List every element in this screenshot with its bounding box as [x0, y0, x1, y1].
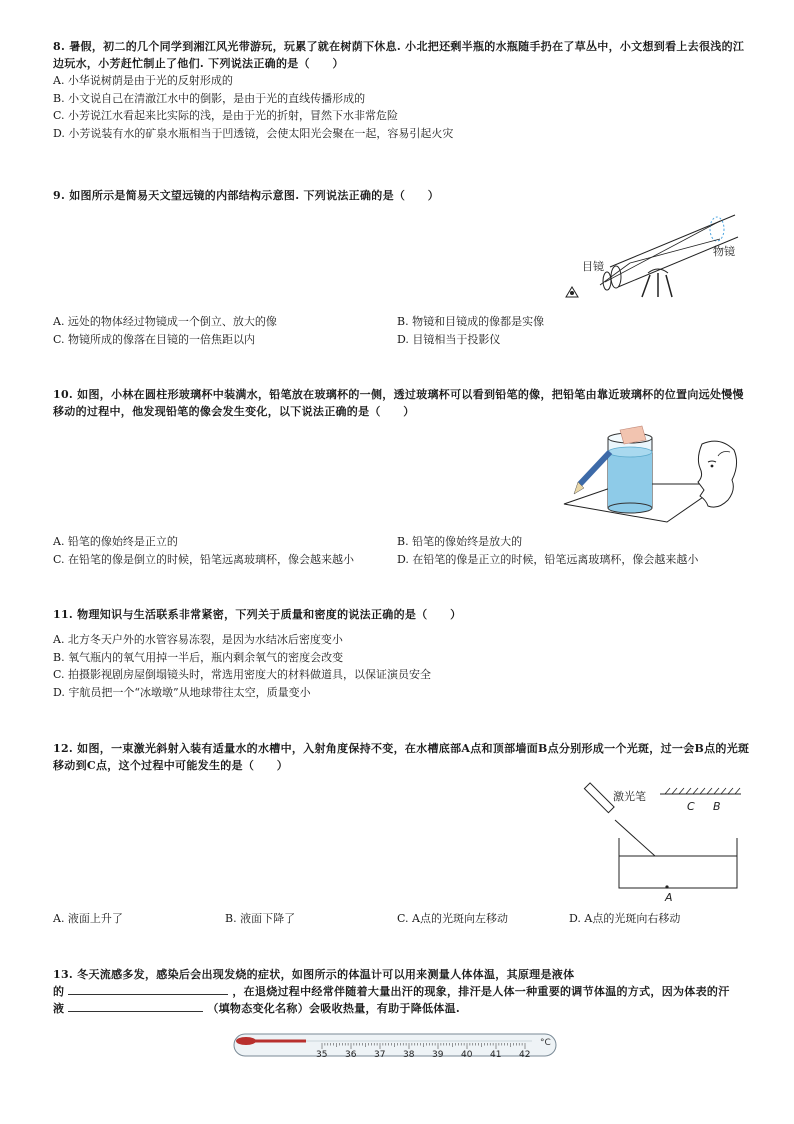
q10-option-a[interactable]: A. 铅笔的像始终是正立的 — [53, 535, 178, 548]
q8-option-d[interactable]: D. 小芳说装有水的矿泉水瓶相当于凹透镜，会使太阳光会聚在一起，容易引起火灾 — [53, 126, 454, 140]
q8-option-c[interactable]: C. 小芳说江水看起来比实际的浅，是由于光的折射，冒然下水非常危险 — [53, 109, 399, 122]
thermometer-tick-label: 40 — [461, 1050, 473, 1060]
question-13-line1: 13. 冬天流感多发，感染后会出现发烧的症状，如图所示的体温计可以用来测量人体体温，其原理是液体 — [53, 968, 575, 981]
question-8 — [53, 38, 753, 142]
thermometer-tick-label: 35 — [316, 1050, 328, 1060]
q8-option-a[interactable]: A. 小华说树荫是由于光的反射形成的 — [53, 74, 233, 87]
q9-option-c[interactable]: C. 物镜所成的像落在目镜的一倍焦距以内 — [53, 332, 256, 346]
answer-blank-1[interactable] — [68, 983, 228, 995]
q13-line2-prefix: 的 — [53, 985, 65, 998]
question-10-options — [53, 533, 753, 568]
q9-option-d[interactable]: D. 目镜相当于投影仪 — [397, 332, 501, 346]
q11-option-d[interactable]: D. 宇航员把一个“冰墩墩”从地球带往太空，质量变小 — [53, 685, 311, 699]
question-13-line2 — [53, 983, 753, 1000]
q10-option-b[interactable]: B. 铅笔的像始终是放大的 — [397, 535, 523, 548]
q12-option-d[interactable]: D. A点的光斑向右移动 — [569, 912, 681, 925]
q12-option-a[interactable]: A. 液面上升了 — [53, 912, 123, 925]
question-12 — [53, 740, 753, 774]
question-10 — [53, 386, 753, 420]
q9-option-a[interactable]: A. 远处的物体经过物镜成一个倒立、放大的像 — [53, 315, 277, 328]
q13-line2-text: ，在退烧过程中经常伴随着大量出汗的现象，排汗是人体一种重要的调节体温的方式，因为体表的汗 — [232, 985, 730, 998]
question-8-stem: 8. 暑假，初二的几个同学到湘江风光带游玩，玩累了就在树荫下休息. 小北把还剩半瓶的水瓶随手扔在了草丛中，小文想到看上去很浅的江边玩水，小芳赶忙制止了他们. 下列说法正确的是（ ） — [53, 40, 745, 70]
q12-option-c[interactable]: C. A点的光斑向左移动 — [397, 912, 508, 925]
thermometer-figure — [232, 1030, 562, 1060]
q11-option-a[interactable]: A. 北方冬天户外的水管容易冻裂，是因为水结冰后密度变小 — [53, 633, 343, 646]
laser-tank-figure — [575, 780, 745, 905]
question-13-line3 — [53, 1000, 753, 1017]
q9-option-b[interactable]: B. 物镜和目镜成的像都是实像 — [397, 315, 545, 328]
question-12-options — [53, 910, 753, 928]
q11-option-c[interactable]: C. 拍摄影视剧房屋倒塌镜头时，常选用密度大的材料做道具，以保证演员安全 — [53, 668, 432, 681]
question-10-stem: 10. 如图，小林在圆柱形玻璃杯中装满水，铅笔放在玻璃杯的一侧，透过玻璃杯可以看到铅笔的像，把铅笔由靠近玻璃杯的位置向远处慢慢移动的过程中，他发现铅笔的像会发生变化，以下说法正确的是（ ） — [53, 388, 744, 418]
thermometer-tick-label: 38 — [403, 1050, 415, 1060]
q8-option-b[interactable]: B. 小文说自己在清澈江水中的倒影，是由于光的直线传播形成的 — [53, 91, 366, 105]
question-11-stem: 11. 物理知识与生活联系非常紧密，下列关于质量和密度的说法正确的是（ ） — [53, 608, 462, 621]
eyepiece-label: 目镜 — [582, 260, 604, 273]
q10-option-c[interactable]: C. 在铅笔的像是倒立的时候，铅笔远离玻璃杯，像会越来越小 — [53, 552, 355, 566]
q13-line3-text: （填物态变化名称）会吸收热量，有助于降低体温. — [207, 1002, 461, 1015]
question-9-options — [53, 313, 753, 348]
thermometer-tick-label: 42 — [519, 1050, 531, 1060]
point-b-label: B — [713, 800, 721, 813]
thermometer-tick-label: 36 — [345, 1050, 357, 1060]
q12-option-b[interactable]: B. 液面下降了 — [225, 912, 296, 925]
point-c-label: C — [687, 800, 695, 813]
laser-label: 激光笔 — [613, 790, 646, 803]
point-a-label: A — [665, 891, 673, 904]
q11-option-b[interactable]: B. 氧气瓶内的氧气用掉一半后，瓶内剩余氧气的密度会改变 — [53, 650, 344, 664]
thermometer-tick-label: 39 — [432, 1050, 444, 1060]
question-9 — [53, 187, 753, 204]
thermometer-tick-label: 37 — [374, 1050, 386, 1060]
thermometer-unit: °C — [540, 1038, 551, 1048]
glass-pencil-figure — [562, 422, 752, 524]
objective-label: 物镜 — [713, 245, 735, 258]
question-12-stem: 12. 如图，一束激光斜射入装有适量水的水槽中，入射角度保持不变，在水槽底部A点和顶部墙面B点分别形成一个光斑，过一会B点的光斑移动到C点，这个过程中可能发生的是（ ） — [53, 742, 750, 772]
question-11 — [53, 606, 753, 701]
thermometer-tick-label: 41 — [490, 1050, 502, 1060]
telescope-figure — [560, 205, 750, 305]
question-13 — [53, 966, 753, 1017]
q10-option-d[interactable]: D. 在铅笔的像是正立的时候，铅笔远离玻璃杯，像会越来越小 — [397, 552, 699, 566]
answer-blank-2[interactable] — [68, 1000, 203, 1012]
question-9-stem: 9. 如图所示是简易天文望远镜的内部结构示意图. 下列说法正确的是（ ） — [53, 189, 440, 202]
q13-line3-prefix: 液 — [53, 1002, 65, 1015]
